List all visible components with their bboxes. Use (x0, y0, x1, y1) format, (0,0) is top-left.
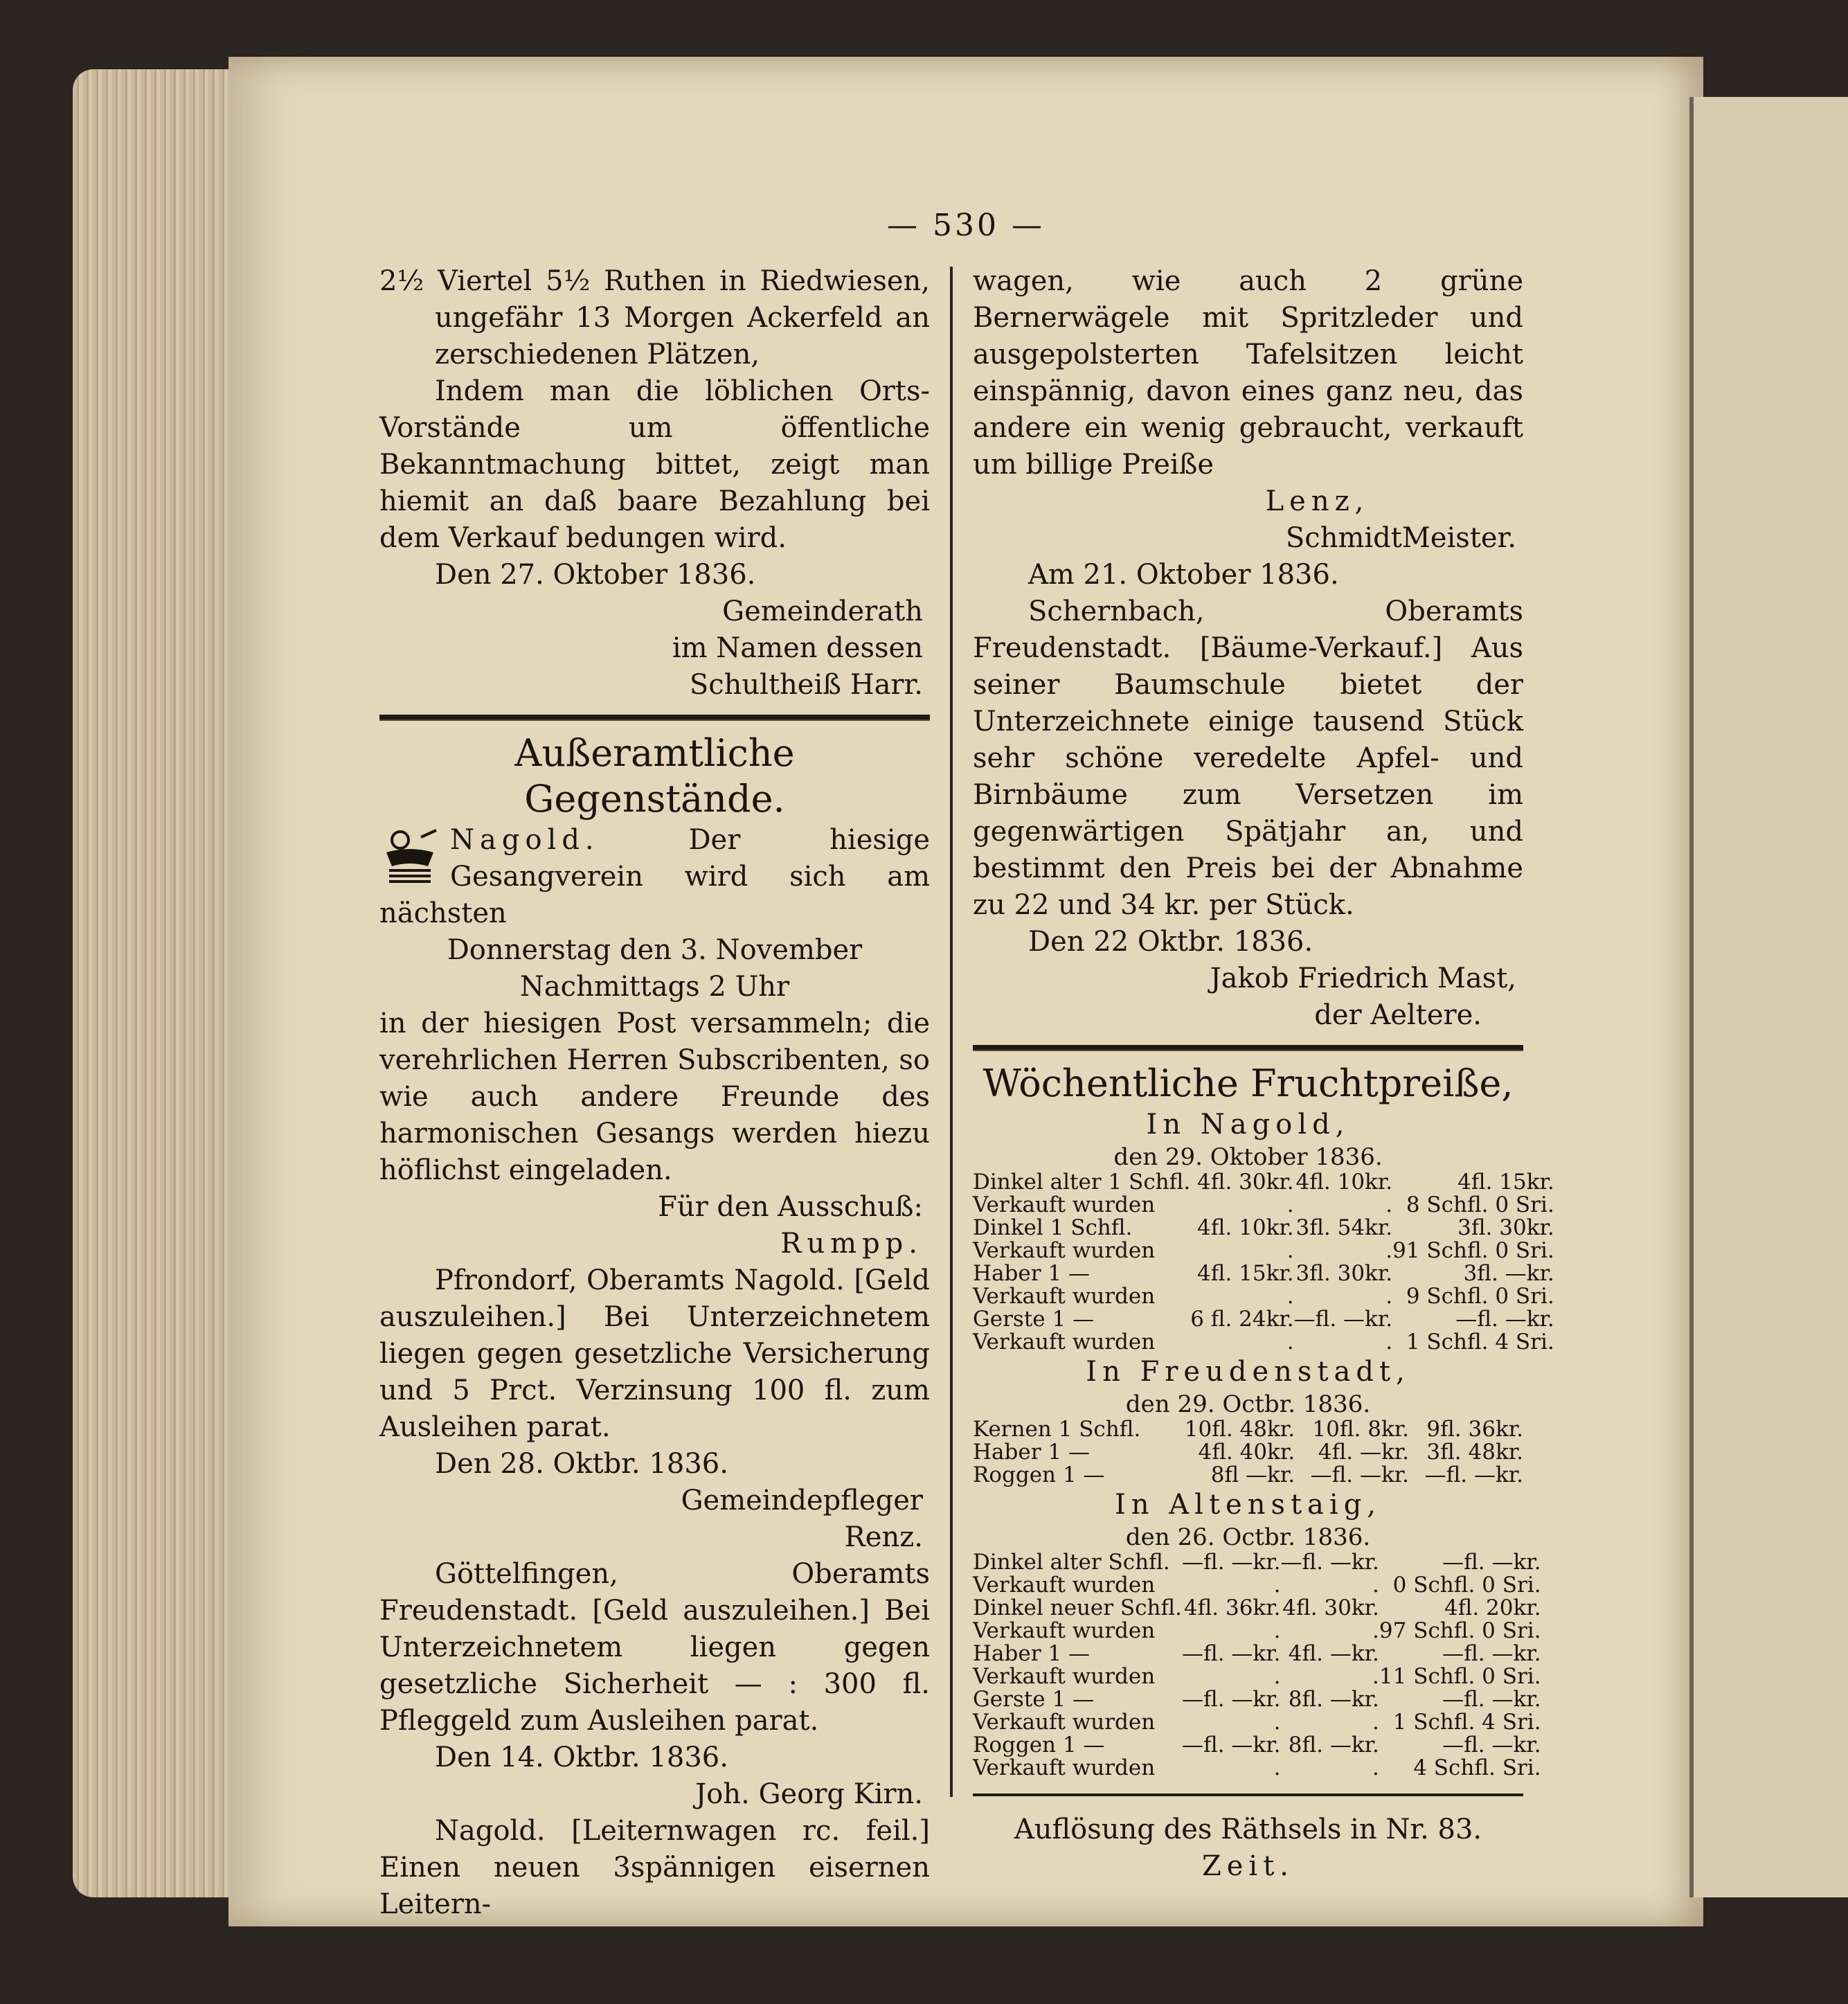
price-row (973, 1643, 1541, 1665)
notice1-line2: ungefähr 13 Morgen Ackerfeld an (435, 302, 930, 334)
price-cell: 4fl. 36kr. (1183, 1595, 1281, 1620)
price-cell: 1 Schfl. 4 Sri. (1406, 1330, 1554, 1354)
price-row-label: Haber 1 — (973, 1261, 1090, 1286)
price-cell: 4fl. —kr. (1288, 1641, 1379, 1666)
price-cell: 8fl. —kr. (1288, 1733, 1379, 1757)
prices-rule (973, 1045, 1523, 1051)
price-cell: 4fl. 40kr. (1198, 1440, 1295, 1465)
notice6-signature-1: Jakob Friedrich Mast, (1210, 963, 1516, 994)
price-row (973, 1597, 1541, 1620)
price-row (973, 1240, 1554, 1262)
price-row (973, 1464, 1523, 1487)
altenstaig-title: In Altenstaig, (1114, 1489, 1382, 1521)
notice3-signature-2: Renz. (844, 1521, 923, 1553)
continued-signature-2: SchmidtMeister. (1285, 522, 1516, 554)
price-cell: —fl. —kr. (1442, 1550, 1541, 1575)
price-cell: 4fl. 20kr. (1444, 1595, 1541, 1620)
price-cell: 3fl. 48kr. (1426, 1440, 1523, 1465)
price-row-label: Gerste 1 — (973, 1307, 1095, 1332)
price-cell: 8 Schfl. 0 Sri. (1406, 1192, 1554, 1217)
price-cell: —fl. —kr. (1182, 1641, 1281, 1666)
notice4-signature: Joh. Georg Kirn. (695, 1778, 923, 1810)
price-cell: . (1286, 1238, 1294, 1263)
price-row-label: Verkauft wurden (973, 1330, 1156, 1354)
price-row-label: Dinkel neuer Schfl. (973, 1595, 1183, 1620)
price-row-label: Verkauft wurden (973, 1238, 1156, 1263)
price-cell: 4fl. 30kr. (1282, 1595, 1379, 1620)
price-row (973, 1171, 1554, 1194)
price-row-label: Verkauft wurden (973, 1284, 1156, 1309)
price-row-label: Haber 1 — (973, 1641, 1090, 1666)
section-heading: Außeramtliche Gegenstände. (514, 731, 795, 821)
notice2 (379, 822, 930, 1262)
notice1-date: Den 27. Oktober 1836. (435, 559, 756, 591)
left-column (379, 263, 930, 1923)
price-cell: 4 Schfl. Sri. (1413, 1755, 1541, 1780)
price-row-label: Verkauft wurden (973, 1573, 1156, 1598)
price-cell: —fl. —kr. (1442, 1641, 1541, 1666)
price-row (973, 1285, 1554, 1308)
notice2-time: Nachmittags 2 Uhr (519, 971, 790, 1003)
price-cell: 10fl. 8kr. (1312, 1417, 1410, 1442)
freudenstadt-date: den 29. Octbr. 1836. (1125, 1390, 1371, 1418)
freudenstadt-price-table (973, 1418, 1523, 1487)
notice2-day: Donnerstag den 3. November (447, 934, 863, 966)
riddle-line: Auflösung des Räthsels in Nr. 83. (1014, 1814, 1482, 1845)
price-cell: —fl. —kr. (1310, 1462, 1410, 1487)
notice3-date: Den 28. Oktbr. 1836. (435, 1448, 728, 1480)
nagold-price-table (973, 1171, 1554, 1354)
price-cell: . (1286, 1330, 1294, 1354)
price-cell: 91 Schfl. 0 Sri. (1392, 1238, 1554, 1263)
notice2-place: Nagold. (450, 824, 600, 856)
price-cell: 1 Schfl. 4 Sri. (1392, 1710, 1541, 1735)
notice1-signature-2: im Namen dessen (672, 632, 923, 664)
price-row-label: Roggen 1 — (973, 1462, 1105, 1487)
price-cell: . (1273, 1755, 1281, 1780)
price-cell: —fl. —kr. (1442, 1687, 1541, 1712)
price-row-label: Gerste 1 — (973, 1687, 1095, 1712)
price-cell: . (1273, 1618, 1281, 1643)
price-cell: . (1372, 1573, 1379, 1598)
notice1-paragraph: Indem man die löblichen Orts-Vorstände um öffentliche Bekanntmachung bittet, zeigt man hiemit an daß baare Bezahlung bei dem Verkauf bedungen wird. (379, 375, 930, 554)
price-cell: —fl. —kr. (1442, 1733, 1541, 1757)
price-cell: 4fl. —kr. (1318, 1440, 1410, 1465)
notice3-signature-1: Gemeindepfleger (681, 1485, 923, 1517)
price-row (973, 1194, 1554, 1217)
notice3-text: Pfrondorf, Oberamts Nagold. [Geld auszuleihen.] Bei Unterzeichnetem liegen gegen gesetzliche Versicherung und 5 Prct. Verzinsung 100 fl. zum Ausleihen parat. (379, 1264, 930, 1443)
price-cell: 4fl. 15kr. (1457, 1170, 1554, 1195)
price-cell: —fl. —kr. (1182, 1550, 1281, 1575)
altenstaig-price-table (973, 1551, 1541, 1780)
continued-signature-1: Lenz, (1265, 485, 1370, 517)
right-column (973, 263, 1554, 1885)
price-row (973, 1688, 1541, 1711)
price-row (973, 1620, 1541, 1643)
price-cell: —fl. —kr. (1293, 1307, 1393, 1332)
price-row-label: Verkauft wurden (973, 1618, 1156, 1643)
price-cell: 97 Schfl. 0 Sri. (1379, 1618, 1541, 1643)
notice1-signature-1: Gemeinderath (722, 596, 923, 627)
price-row-label: Verkauft wurden (973, 1710, 1156, 1735)
notice4-date: Den 14. Oktbr. 1836. (435, 1742, 728, 1773)
price-cell: . (1273, 1710, 1281, 1735)
price-row (973, 1418, 1523, 1441)
price-cell: —fl. —kr. (1182, 1733, 1281, 1757)
notice2-signature-2: Rumpp. (780, 1228, 923, 1260)
price-row-label: Dinkel alter 1 Schfl. (973, 1170, 1191, 1195)
price-cell: —fl. —kr. (1424, 1462, 1523, 1487)
price-cell: . (1385, 1192, 1393, 1217)
price-row (973, 1331, 1554, 1354)
price-row-label: Dinkel 1 Schfl. (973, 1215, 1133, 1240)
notice6-signature-2: der Aeltere. (1314, 999, 1482, 1031)
price-row (973, 1711, 1541, 1734)
price-cell: 9fl. 36kr. (1426, 1417, 1523, 1442)
price-cell: 4fl. 10kr. (1197, 1215, 1294, 1240)
price-row-label: Haber 1 — (973, 1440, 1090, 1465)
price-row-label: Verkauft wurden (973, 1192, 1156, 1217)
facing-page-edge (1689, 97, 1848, 1897)
continued-text: wagen, wie auch 2 grüne Bernerwägele mit Spritzleder und ausgepolsterten Tafelsitzen leicht einspännig, davon eines ganz neu, das andere ein wenig gebraucht, verkauft um billige Preiße (973, 265, 1523, 481)
freudenstadt-title: In Freudenstadt, (1086, 1356, 1410, 1388)
price-cell: —fl. —kr. (1182, 1687, 1281, 1712)
price-cell: . (1385, 1238, 1393, 1263)
price-cell: 4fl. 15kr. (1197, 1261, 1294, 1286)
price-row (973, 1217, 1554, 1240)
price-row-label: Verkauft wurden (973, 1664, 1156, 1689)
nagold-date: den 29. Oktober 1836. (1113, 1143, 1383, 1171)
price-row (973, 1574, 1541, 1597)
price-cell: . (1372, 1618, 1379, 1643)
price-row-label: Kernen 1 Schfl. (973, 1417, 1141, 1442)
price-row (973, 1262, 1554, 1285)
price-cell: . (1372, 1710, 1379, 1735)
price-cell: 8fl. —kr. (1288, 1687, 1379, 1712)
price-row (973, 1665, 1541, 1688)
price-cell: 11 Schfl. 0 Sri. (1379, 1664, 1541, 1689)
price-row (973, 1441, 1523, 1464)
price-cell: 3fl. 30kr. (1457, 1215, 1554, 1240)
price-row (973, 1757, 1541, 1780)
notice1-line3: zerschiedenen Plätzen, (435, 339, 760, 370)
price-cell: 3fl. 30kr. (1295, 1261, 1393, 1286)
nagold-title: In Nagold, (1146, 1109, 1350, 1140)
price-cell: —fl. —kr. (1455, 1307, 1554, 1332)
price-row (973, 1308, 1554, 1331)
price-cell: 9 Schfl. 0 Sri. (1406, 1284, 1554, 1309)
price-cell: 4fl. 10kr. (1295, 1170, 1393, 1195)
notice6-date: Den 22 Oktbr. 1836. (1028, 926, 1313, 958)
notice2-text1: Der hiesige Gesangverein wird sich am nächsten (379, 824, 930, 929)
price-cell: 10fl. 48kr. (1184, 1417, 1295, 1442)
post-horn-emblem-icon (379, 825, 440, 887)
price-cell: 3fl. 54kr. (1295, 1215, 1393, 1240)
price-row-label: Dinkel alter Schfl. (973, 1550, 1170, 1575)
notice1-line1: 2½ Viertel 5½ Ruthen in Riedwiesen, (379, 265, 930, 297)
notice5-text: Nagold. [Leiternwagen rc. feil.] Einen neuen 3spännigen eisernen Leitern- (379, 1815, 930, 1920)
prices-heading: Wöchentliche Fruchtpreiße, (983, 1062, 1514, 1105)
section-rule (379, 715, 930, 721)
notice6-text: Schernbach, Oberamts Freudenstadt. [Bäume-Verkauf.] Aus seiner Baumschule bietet der Unterzeichnete einige tausend Stück sehr schöne veredelte Apfel- und Birnbäume zum Versetzen im gegenwärtigen Spätjahr an, und bestimmt den Preis bei der Abnahme zu 22 und 34 kr. per Stück. (973, 596, 1523, 921)
price-cell: . (1273, 1664, 1281, 1689)
price-row-label: Verkauft wurden (973, 1755, 1156, 1780)
price-cell: 6 fl. 24kr. (1190, 1307, 1294, 1332)
altenstaig-date: den 26. Octbr. 1836. (1125, 1523, 1371, 1551)
column-divider (950, 267, 953, 1797)
price-row (973, 1551, 1541, 1574)
riddle-rule (973, 1793, 1523, 1796)
price-cell: . (1286, 1192, 1294, 1217)
price-cell: . (1286, 1284, 1294, 1309)
price-cell: 4fl. 30kr. (1197, 1170, 1294, 1195)
notice2-signature-1: Für den Ausschuß: (658, 1191, 923, 1223)
price-cell: 0 Schfl. 0 Sri. (1392, 1573, 1541, 1598)
price-cell: 3fl. —kr. (1463, 1261, 1554, 1286)
riddle-answer: Zeit. (1201, 1850, 1295, 1882)
notice2-text2: in der hiesigen Post versammeln; die verehrlichen Herren Subscribenten, so wie auch andere Freunde des harmonischen Gesangs werden hiezu höflichst eingeladen. (379, 1008, 930, 1186)
notice4-text: Göttelfingen, Oberamts Freudenstadt. [Geld auszuleihen.] Bei Unterzeichnetem liegen gegen gesetzliche Sicherheit — : 300 fl. Pfleggeld zum Ausleihen parat. (379, 1558, 930, 1737)
price-cell: . (1372, 1664, 1379, 1689)
price-cell: . (1273, 1573, 1281, 1598)
price-cell: . (1372, 1755, 1379, 1780)
price-cell: . (1385, 1330, 1393, 1354)
price-cell: —fl. —kr. (1280, 1550, 1379, 1575)
price-row-label: Roggen 1 — (973, 1733, 1105, 1757)
page-number: — 530 — (887, 208, 1045, 243)
notice1-signature-3: Schultheiß Harr. (689, 669, 923, 701)
continued-date: Am 21. Oktober 1836. (1028, 559, 1339, 591)
price-row (973, 1734, 1541, 1757)
price-cell: . (1385, 1284, 1393, 1309)
price-cell: 8fl —kr. (1210, 1462, 1295, 1487)
